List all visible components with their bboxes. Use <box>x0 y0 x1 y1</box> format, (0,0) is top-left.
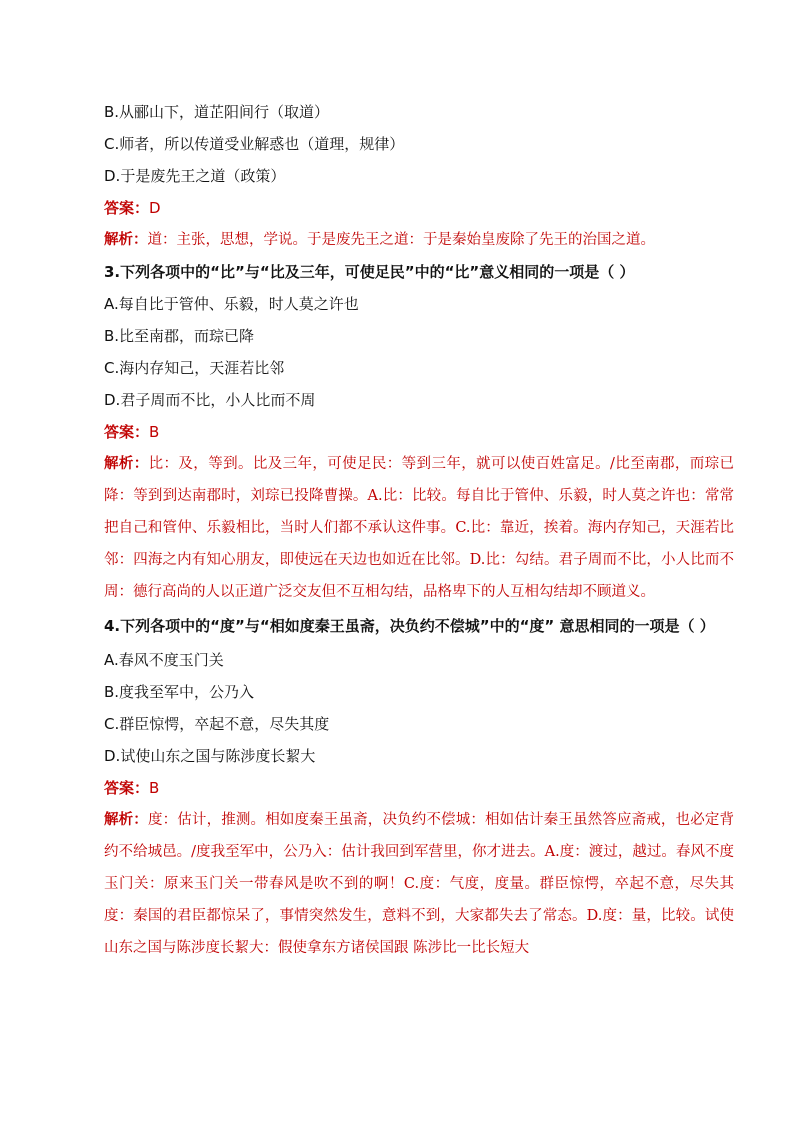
option-d-q2: D.于是废先王之道（政策） <box>104 167 286 185</box>
explanation-label: 解析： <box>104 812 148 828</box>
explanation-text: 度：估计，推测。相如度秦王虽斋，决负约不偿城：相如估计秦王虽然答应斋戒，也必定背约不给城邑。/度我至军中，公乃入：估计我回到军营里，你才进去。A.度：渡过，越过。春风不度玉门关：原来玉门关一带春风是吹不到的啊！C.度：气度，度量。群臣惊愕，卒起不意，尽失其度：秦国的君臣都惊呆了，事情突然发生，意料不到，大家都失去了常态。D.度：量，比较。试使山东之国与陈涉度长絜大：假使拿东方诸侯国跟 陈涉比一比长短大 <box>104 812 735 956</box>
option-c-q3: C.海内存知己，天涯若比邻 <box>104 359 285 377</box>
option-b-q3: B.比至南郡，而琮已降 <box>104 327 255 345</box>
answer-label: 答案： <box>104 779 150 797</box>
explanation-q4 <box>104 804 734 964</box>
question-3: 3.下列各项中的“比”与“比及三年，可使足民”中的“比”意义相同的一项是（ ） <box>104 263 635 281</box>
answer-q2 <box>104 192 734 224</box>
option-b-q4: B.度我至军中，公乃入 <box>104 683 255 701</box>
option-c-q4: C.群臣惊愕，卒起不意，尽失其度 <box>104 715 330 733</box>
option-c-q2: C.师者，所以传道受业解惑也（道理，规律） <box>104 135 405 153</box>
explanation-q3 <box>104 448 734 608</box>
option-d-q3: D.君子周而不比，小人比而不周 <box>104 391 316 409</box>
answer-label: 答案： <box>104 199 150 217</box>
explanation-q2 <box>104 224 734 256</box>
option-a-q3: A.每自比于管仲、乐毅，时人莫之许也 <box>104 295 359 313</box>
question-4: 4.下列各项中的“度”与“相如度秦王虽斋，决负约不偿城”中的“度” 意思相同的一项是（ ） <box>104 617 715 635</box>
answer-q4 <box>104 772 734 804</box>
document-content <box>104 96 734 964</box>
answer-q3 <box>104 416 734 448</box>
explanation-text: 道：主张，思想，学说。于是废先王之道：于是秦始皇废除了先王的治国之道。 <box>147 232 655 248</box>
answer-value: B <box>149 779 160 797</box>
option-b-q2: B.从郦山下，道芷阳间行（取道） <box>104 103 330 121</box>
answer-label: 答案： <box>104 423 150 441</box>
option-a-q4: A.春风不度玉门关 <box>104 651 224 669</box>
answer-value: B <box>149 423 160 441</box>
explanation-text: 比：及，等到。比及三年，可使足民：等到三年，就可以使百姓富足。/比至南郡，而琮已降：等到到达南郡时，刘琮已投降曹操。A.比：比较。每自比于管仲、乐毅，时人莫之许也：常常把自己和管仲、乐毅相比，当时人们都不承认这件事。C.比：靠近，挨着。海内存知己，天涯若比邻：四海之内有知心朋友，即使远在天边也如近在比邻。D.比：勾结。君子周而不比，小人比而不周：德行高尚的人以正道广泛交友但不互相勾结，品格卑下的人互相勾结却不顾道义。 <box>104 456 734 600</box>
explanation-label: 解析： <box>104 232 148 248</box>
answer-value: D <box>149 199 161 217</box>
option-d-q4: D.试使山东之国与陈涉度长絜大 <box>104 747 316 765</box>
explanation-label: 解析： <box>104 456 149 472</box>
